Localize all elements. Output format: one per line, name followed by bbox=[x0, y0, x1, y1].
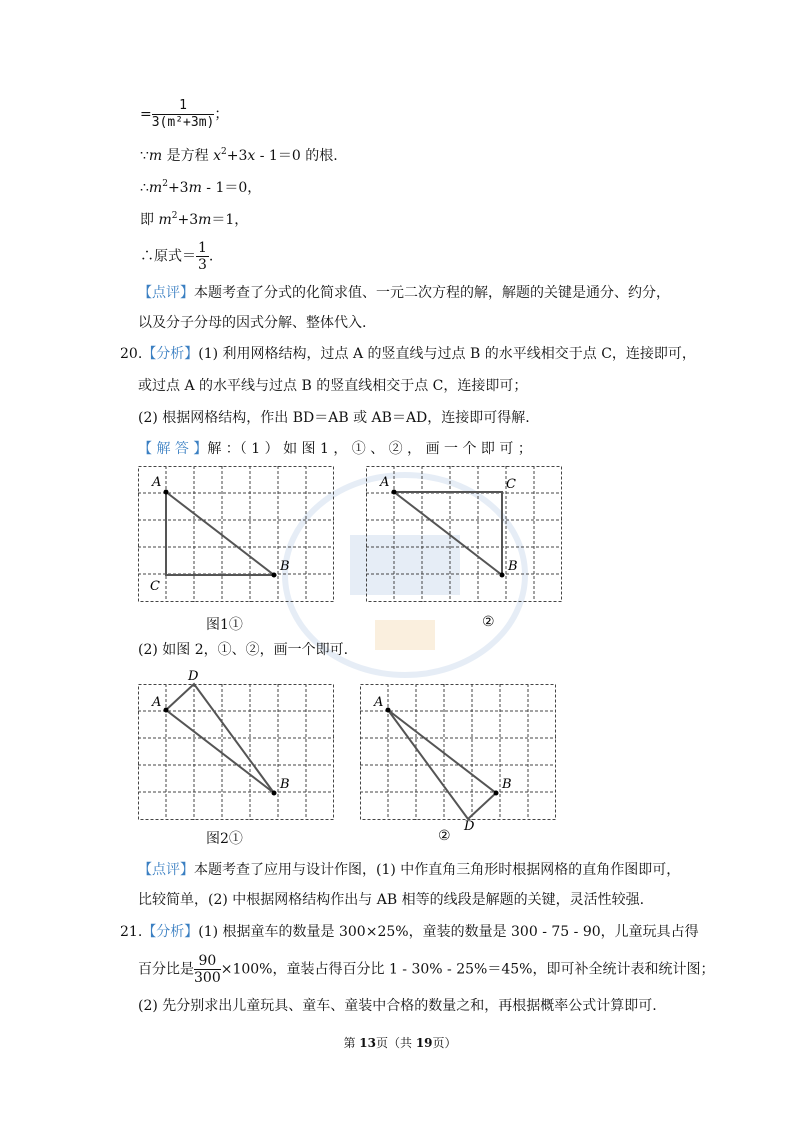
q21-analysis-line-1: 21.【分析】(1) 根据童车的数量是 300×25%，童装的数量是 300 - 75 - 90，儿童玩具占得 bbox=[120, 924, 699, 940]
q20-analysis-line-2: 或过点 A 的水平线与过点 B 的竖直线相交于点 C，连接即可； bbox=[138, 378, 528, 394]
fraction-numerator: 1 bbox=[152, 98, 215, 115]
review-1-line-1: 【点评】本题考查了分式的化简求值、一元二次方程的解，解题的关键是通分、约分， bbox=[138, 285, 670, 301]
q20-analysis-line-1: 20.【分析】(1) 利用网格结构，过点 A 的竖直线与过点 B 的水平线相交于点 C，连接即可， bbox=[120, 346, 696, 362]
page-footer: 第 13页（共 19页） bbox=[343, 1036, 457, 1050]
point-label-b: B bbox=[508, 559, 518, 574]
point-label-c: C bbox=[150, 579, 160, 594]
point-label-a: A bbox=[374, 695, 384, 710]
formula-line-fraction: = $\frac{1}{\text{3(m²+3m)}}$ ； bbox=[140, 98, 229, 130]
figure-2-1-caption: 图2① bbox=[206, 831, 243, 847]
figure-2-2-caption: ② bbox=[438, 828, 451, 844]
page-total: 19 bbox=[415, 1036, 433, 1050]
question-number: 20. bbox=[120, 346, 143, 362]
figure-1-1 bbox=[138, 466, 334, 608]
page-number: 13 bbox=[359, 1036, 376, 1050]
point-label-a: A bbox=[380, 475, 390, 490]
math-line-2: $\therefore m^2+3m - 1=0$， bbox=[140, 179, 262, 196]
figure-2-2 bbox=[360, 666, 556, 830]
review-1-line-2: 以及分子分母的因式分解、整体代入. bbox=[138, 315, 367, 331]
analysis-tag: 【分析】 bbox=[142, 346, 199, 362]
point-label-c: C bbox=[506, 477, 516, 492]
fraction-denominator: 3(m²+3m) bbox=[151, 115, 215, 130]
q21-analysis-line-2: 百分比是 $\frac{90}{300}$ ×100%，童装占得百分比 1 - 30% - 25%＝45%，即可补全统计表和统计图； bbox=[138, 953, 715, 986]
point-label-b: B bbox=[280, 777, 290, 792]
review-2-line-2: 比较简单，(2) 中根据网格结构作出与 AB 相等的线段是解题的关键，灵活性较强. bbox=[138, 892, 645, 908]
figure-1-2-caption: ② bbox=[482, 614, 495, 630]
figure-1-2 bbox=[366, 466, 562, 608]
question-number: 21. bbox=[120, 924, 143, 940]
point-label-d: D bbox=[188, 669, 199, 684]
point-label-b: B bbox=[502, 777, 512, 792]
review-tag: 【点评】 bbox=[138, 285, 194, 301]
math-line-3: 即 $m^2+3m=1$， bbox=[140, 211, 249, 228]
point-label-b: B bbox=[280, 559, 290, 574]
q20-answer-line: 【 解 答 】解 ：（ 1 ） 如 图 1 ， ① 、 ② ， 画 一 个 即 可 ； bbox=[138, 441, 532, 457]
figure-2-1 bbox=[138, 666, 334, 830]
point-label-a: A bbox=[152, 475, 162, 490]
q21-analysis-line-3: (2) 先分别求出儿童玩具、童车、童装中合格的数量之和，再根据概率公式计算即可. bbox=[138, 998, 657, 1014]
point-label-d: D bbox=[464, 819, 475, 830]
math-line-1: ∵m 是方程 $x^2+3x - 1=0$ 的根. bbox=[140, 147, 338, 164]
analysis-tag: 【分析】 bbox=[142, 924, 199, 940]
math-line-4: ∴原式＝ $\frac{1}{3}$ . bbox=[140, 240, 214, 273]
point-label-a: A bbox=[152, 695, 162, 710]
answer-tag: 【 解 答 】 bbox=[138, 441, 208, 457]
review-tag: 【点评】 bbox=[138, 862, 194, 878]
q20-part2-line: (2) 如图 2，①、②，画一个即可. bbox=[138, 642, 349, 658]
figure-1-1-caption: 图1① bbox=[206, 617, 243, 633]
q20-analysis-line-3: (2) 根据网格结构，作出 BD＝AB 或 AB＝AD，连接即可得解. bbox=[138, 410, 530, 426]
review-2-line-1: 【点评】本题考查了应用与设计作图，(1) 中作直角三角形时根据网格的直角作图即可， bbox=[138, 862, 681, 878]
